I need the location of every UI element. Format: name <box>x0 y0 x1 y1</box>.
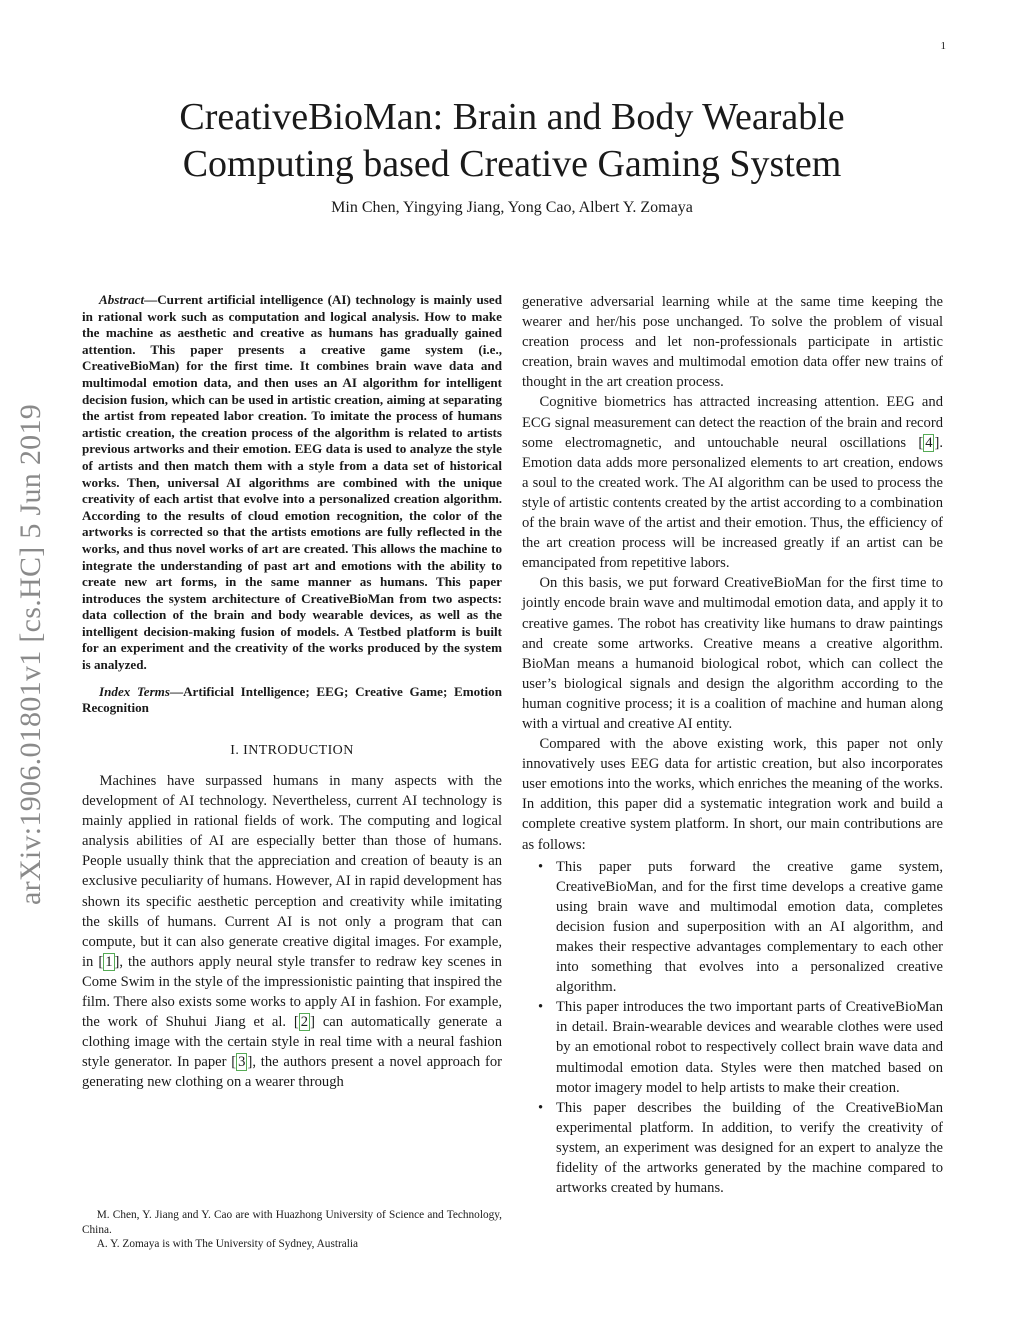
arxiv-identifier[interactable]: arXiv:1906.01801v1 [cs.HC] 5 Jun 2019 <box>14 403 47 905</box>
intro-p2-part-b: ]. Emotion data adds more personalized elements to art creation, endows a soul to the created work. The AI algorithm can be used to process the style of artistic contents created by the artist according to a combination of the brain wave of the artist and their emotion. Thus, the efficiency of the art creation process will be increased greatly if an artist can be emancipated from repetitive labors. <box>522 434 943 572</box>
abstract-text: —Current artificial intelligence (AI) technology is mainly used in rational work such as computation and logical analysis. How to make the machine as aesthetic and creative as humans has gradually gained attention. This paper presents a creative game system (i.e., CreativeBioMan) for the first time. It combines brain wave data and multimodal emotion data, and then uses an AI algorithm for intelligent decision fusion, which can be used in artistic creation, aiming at separating the artist from repeated labor creation. To imitate the process of humans artistic creation, the creation process of the algorithm is related to artists previous artworks and their emotion. EEG data is used to analyze the style of artists and then match them with a style from a data set of historical works. Then, universal AI algorithms are combined with the unique creativity of each artist that evolve into a personalized creation algorithm. According to the results of cloud emotion recognition, the color of the artworks is corrected so that the artists emotions are fully reflected in the works, and thus novel works of art are created. This allows the machine to integrate the understanding of past art and emotions with the ability to create new art forms, in the same manner as humans. This paper introduces the system architecture of CreativeBioMan from two aspects: data collection of the brain and body wearable devices, as well as the intelligent decision-making fusion of models. A Testbed platform is built for an experiment and the creativity of the works produced by the system is analyzed. <box>82 292 502 673</box>
list-item: • This paper introduces the two important parts of CreativeBioMan in detail. Brain-wearable devices and wearable clothes were used by an emotional robot to respectively collect brain wave data and multimodal emotion data. Styles were then matched based on motor imagery model to help artists to make their creation. <box>556 997 943 1097</box>
footnote-affiliation-1: M. Chen, Y. Jiang and Y. Cao are with Huazhong University of Science and Technology, China. <box>82 1209 502 1236</box>
paper-title <box>60 94 964 188</box>
footnote-affiliation-2: A. Y. Zomaya is with The University of Sydney, Australia <box>96 1238 359 1250</box>
intro-paragraph-3: On this basis, we put forward CreativeBioMan for the first time to jointly encode brain wave and multimodal emotion data, and apply it to creative games. The robot has creativity like humans to draw paintings and create some artworks. Creative means a creative algorithm. BioMan means a humanoid biological robot, which can collect the user’s biological signals and design the algorithm according to the human cognitive process; it is a coalition of machine and human along with a virtual and creative AI entity. <box>522 575 943 732</box>
intro-p1-part-a: Machines have surpassed humans in many aspects with the development of AI technology. Nevertheless, current AI technology is mainly applied in rational fields of work. The computing and logical analysis abilities of AI are especially better than those of humans. People usually think that the appreciation and creation of beauty is an exclusive peculiarity of humans. However, AI in rapid development has shown its specific aesthetic perception and creativity while imitating the skills of humans. Current AI is not only a program that can compute, but it can also generate creative digital images. For example, in [ <box>82 772 502 970</box>
citation-link-4[interactable]: 4 <box>925 434 933 451</box>
list-item: • This paper puts forward the creative game system, CreativeBioMan, and for the first time develops a creative game using brain wave and multimodal emotion data, completes decision fusion and superposition with an AI algorithm, and makes their respective advantages complementary to each other into something that evolves into a personalized creative algorithm. <box>556 857 943 998</box>
title-line-2: Computing based Creative Gaming System <box>182 143 842 185</box>
intro-p2-part-a: Cognitive biometrics has attracted increasing attention. EEG and ECG signal measurement can detect the reaction of the brain and record some electromagnetic, and untouchable neural oscillations [ <box>522 394 943 451</box>
intro-p1-part-d: ], the authors present a novel approach for generating new clothing on a wearer through <box>82 1054 502 1091</box>
citation-link-3[interactable]: 3 <box>238 1054 246 1071</box>
citation-link-2[interactable]: 2 <box>300 1014 309 1031</box>
section-heading-introduction <box>82 741 502 761</box>
index-terms <box>82 684 502 717</box>
index-terms-label: Index Terms <box>99 683 170 699</box>
intro-paragraph-1 <box>82 771 502 1093</box>
list-item: • This paper describes the building of the CreativeBioMan experimental platform. In addition, to verify the creativity of system, an experiment was designed for an expert to analyze the fidelity of the artworks generated by the machine compared to artworks created by humans. <box>556 1098 943 1198</box>
abstract-label: Abstract <box>99 292 145 307</box>
intro-paragraph-4: Compared with the above existing work, this paper not only innovatively uses EEG data for artistic creation, but also incorporates user emotions into the works, which enriches the meaning of the works. In addition, this paper did a systematic integration work and build a complete creative system platform. In short, our main contributions are as follows: <box>522 736 943 853</box>
index-terms-text: —Artificial Intelligence; EEG; Creative Game; Emotion Recognition <box>82 683 503 716</box>
left-column <box>82 292 502 1092</box>
section-name: NTRODUCTION <box>248 742 354 758</box>
intro-paragraph-1-continued: generative adversarial learning while at the same time keeping the wearer and her/his pose unchanged. To solve the problem of visual creation process and let non-professionals participate in artistic creation, brain waves and multimodal emotion data offer new trains of thought in the art creation process. <box>522 294 943 391</box>
footnotes <box>82 1208 502 1252</box>
intro-p1-part-b: ], the authors apply neural style transfer to redraw key scenes in Come Swim in the style of the impressionistic painting that inspired the film. There also exists some works to apply AI in fashion. For example, the work of Shuhui Jiang et al. [ <box>82 953 502 1031</box>
contributions-list <box>522 857 943 1199</box>
section-numeral: I. I <box>230 742 249 758</box>
citation-link-1[interactable]: 1 <box>105 953 113 970</box>
abstract <box>82 292 502 674</box>
title-line-1: CreativeBioMan: Brain and Body Wearable <box>179 96 845 138</box>
author-list: Min Chen, Yingying Jiang, Yong Cao, Albert Y. Zomaya <box>331 199 693 216</box>
intro-paragraph-2 <box>522 392 943 573</box>
page-number: 1 <box>940 40 946 52</box>
right-column <box>522 292 943 1198</box>
intro-p1-part-c: ] can automatically generate a clothing image with the certain style in real time with a neural fashion style generator. In paper [ <box>82 1014 502 1071</box>
